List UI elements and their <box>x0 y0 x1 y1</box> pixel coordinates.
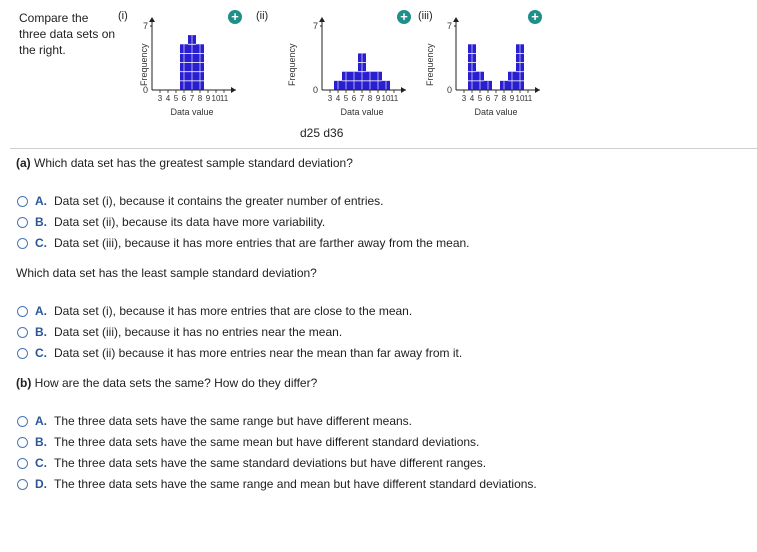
y-axis-arrow <box>453 17 459 22</box>
option-letter: B. <box>35 325 47 339</box>
x-tick-label: 9 <box>205 94 211 103</box>
x-tick-label: 8 <box>367 94 373 103</box>
x-tick-label: 8 <box>501 94 507 103</box>
x-tick-label: 11 <box>219 94 229 103</box>
y-axis-label: Frequency <box>425 43 435 86</box>
radio-button[interactable] <box>17 306 28 317</box>
question-b-label: (b) <box>16 376 32 390</box>
option-b-D[interactable] <box>17 477 537 491</box>
option-b-B[interactable] <box>17 435 479 449</box>
option-letter: A. <box>35 304 47 318</box>
x-axis-label: Data value <box>170 107 214 117</box>
x-axis-arrow <box>401 87 406 93</box>
x-tick-label: 7 <box>189 94 195 103</box>
option-a2-C[interactable] <box>17 346 462 360</box>
option-text: The three data sets have the same range and mean but have different standard deviations. <box>54 477 537 491</box>
option-b-A[interactable] <box>17 414 412 428</box>
x-tick-label: 9 <box>375 94 381 103</box>
x-tick-label: 7 <box>359 94 365 103</box>
radio-button[interactable] <box>17 479 28 490</box>
x-tick-label: 8 <box>197 94 203 103</box>
option-text: Data set (ii), because its data have more variability. <box>54 215 326 229</box>
option-text: Data set (i), because it has more entries that are close to the mean. <box>54 304 413 318</box>
option-text: The three data sets have the same standard deviations but have different ranges. <box>54 456 487 470</box>
y-axis-label: Frequency <box>139 43 149 86</box>
zoom-in-icon[interactable]: + <box>397 10 411 24</box>
question-b <box>16 376 317 390</box>
question-a <box>16 156 353 170</box>
radio-button[interactable] <box>17 196 28 207</box>
x-tick-label: 10 <box>381 94 391 103</box>
y-axis-arrow <box>149 17 155 22</box>
x-tick-label: 11 <box>389 94 399 103</box>
question-a2-text: Which data set has the least sample standard deviation? <box>16 266 317 280</box>
x-tick-label: 6 <box>351 94 357 103</box>
option-a2-A[interactable] <box>17 304 412 318</box>
chart-label-i: (i) <box>118 10 128 22</box>
option-b-C[interactable] <box>17 456 486 470</box>
radio-button[interactable] <box>17 217 28 228</box>
question-b-text: How are the data sets the same? How do they differ? <box>34 376 318 390</box>
option-text: Data set (i), because it contains the greater number of entries. <box>54 194 384 208</box>
option-a-A[interactable] <box>17 194 384 208</box>
option-letter: D. <box>35 477 47 491</box>
x-axis-arrow <box>535 87 540 93</box>
x-axis-arrow <box>231 87 236 93</box>
option-letter: C. <box>35 236 47 250</box>
x-tick-label: 7 <box>493 94 499 103</box>
x-tick-label: 9 <box>509 94 515 103</box>
y-tick-label: 7 <box>142 21 148 31</box>
question-a2 <box>16 266 317 280</box>
x-tick-label: 10 <box>211 94 221 103</box>
question-a-label: (a) <box>16 156 31 170</box>
x-tick-label: 5 <box>173 94 179 103</box>
x-tick-label: 3 <box>461 94 467 103</box>
option-a2-B[interactable] <box>17 325 342 339</box>
intro-text: Compare the three data sets on the right. <box>19 11 116 57</box>
option-letter: A. <box>35 194 47 208</box>
option-letter: B. <box>35 215 47 229</box>
divider <box>10 148 757 149</box>
x-tick-label: 6 <box>485 94 491 103</box>
option-a-C[interactable] <box>17 236 470 250</box>
option-text: Data set (iii), because it has no entries near the mean. <box>54 325 343 339</box>
y-tick-label: 0 <box>142 85 148 95</box>
option-text: Data set (iii), because it has more entries that are farther away from the mean. <box>54 236 470 250</box>
histogram-ii <box>302 16 414 103</box>
radio-button[interactable] <box>17 348 28 359</box>
radio-button[interactable] <box>17 437 28 448</box>
x-tick-label: 4 <box>335 94 341 103</box>
option-letter: C. <box>35 456 47 470</box>
x-axis-label: Data value <box>340 107 384 117</box>
option-text: Data set (ii) because it has more entries near the mean than far away from it. <box>54 346 463 360</box>
histogram-iii <box>436 16 548 103</box>
option-a-B[interactable] <box>17 215 325 229</box>
x-tick-label: 5 <box>343 94 349 103</box>
chart-label-ii: (ii) <box>256 10 269 22</box>
option-text: The three data sets have the same range but have different means. <box>54 414 413 428</box>
y-axis-label: Frequency <box>287 43 297 86</box>
y-tick-label: 7 <box>446 21 452 31</box>
zoom-in-icon[interactable]: + <box>528 10 542 24</box>
question-code: d25 d36 <box>300 126 344 140</box>
option-letter: C. <box>35 346 47 360</box>
x-tick-label: 10 <box>515 94 525 103</box>
zoom-in-icon[interactable]: + <box>228 10 242 24</box>
radio-button[interactable] <box>17 238 28 249</box>
option-letter: B. <box>35 435 47 449</box>
x-tick-label: 4 <box>165 94 171 103</box>
radio-button[interactable] <box>17 458 28 469</box>
x-tick-label: 3 <box>157 94 163 103</box>
y-tick-label: 0 <box>446 85 452 95</box>
x-tick-label: 3 <box>327 94 333 103</box>
chart-label-iii: (iii) <box>418 10 433 22</box>
y-tick-label: 7 <box>312 21 318 31</box>
question-a-text: Which data set has the greatest sample standard deviation? <box>34 156 353 170</box>
radio-button[interactable] <box>17 327 28 338</box>
x-tick-label: 11 <box>523 94 533 103</box>
histogram-svg <box>436 16 548 103</box>
histogram-svg <box>302 16 414 103</box>
x-tick-label: 5 <box>477 94 483 103</box>
option-text: The three data sets have the same mean but have different standard deviations. <box>54 435 480 449</box>
x-tick-label: 4 <box>469 94 475 103</box>
radio-button[interactable] <box>17 416 28 427</box>
x-axis-label: Data value <box>474 107 518 117</box>
y-axis-arrow <box>319 17 325 22</box>
option-letter: A. <box>35 414 47 428</box>
y-tick-label: 0 <box>312 85 318 95</box>
x-tick-label: 6 <box>181 94 187 103</box>
